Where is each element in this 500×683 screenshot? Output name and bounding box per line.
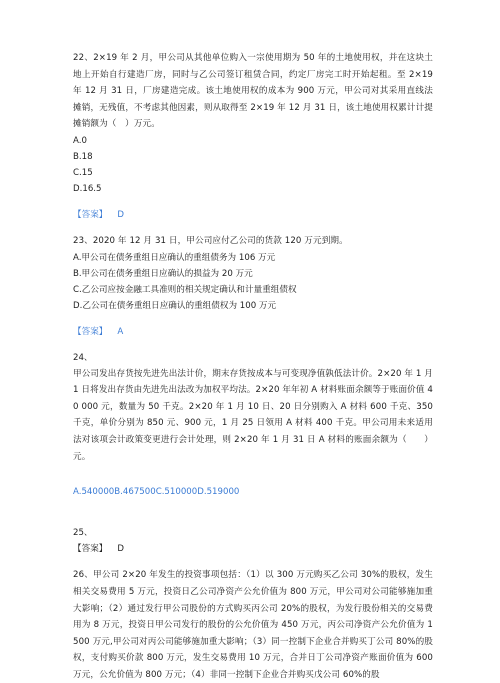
question-22-stem: 22、2×19 年 2 月，甲公司从其他单位购入一宗使用期为 50 年的土地使用权，并在这块土地上开始自行建造厂房，同时与乙公司签订租赁合同，约定厂房完工时开始起租。至 2×19 年 12 月 31 日，厂房建造完成。该土地使用权的成本为 900 万元，甲公司对其采用直线法摊销，无残值，不考虑其他因素，则从取得至 2×19 年 12 月 31 日，该土地使用权累计计提摊销额为（ ）万元。: [73, 53, 433, 130]
question-24-stem: 甲公司发出存货按先进先出法计价，期末存货按成本与可变现净值孰低法计价。2×20 年 1 月 1 日将发出存货由先进先出法改为加权平均法。2×20 年年初 A 材料账面余额等于账面价值 40 000 元，数量为 50 千克。2×20 年 1 月 10 日、20 日分别购入 A 材料 600 千克、350 千克，单价分别为 850 元、900 元，1 月 25 日领用 A 材料 400 千克。甲公司用未来适用法对该项会计政策变更进行会计处理，则 2×20 年 1 月 31 日 A 材料的账面余额为（ ）元。: [73, 368, 433, 462]
answer-value: D: [117, 544, 125, 555]
option-a: A.0: [73, 135, 87, 146]
option-c: C.乙公司应按金融工具准则的相关规定确认和计量重组债权: [73, 284, 297, 295]
question-22-answer: [73, 207, 433, 223]
question-23-answer: [73, 324, 433, 340]
option-d: D.乙公司在债务重组日应确认的重组债权为 100 万元: [73, 300, 277, 311]
question-24-number: 24、: [73, 352, 93, 363]
answer-label: 【答案】: [73, 209, 108, 220]
question-24-options: A.540000B.467500C.510000D.519000: [73, 486, 240, 497]
answer-value: A: [117, 326, 124, 337]
question-23-stem: 23、2020 年 12 月 31 日，甲公司应付乙公司的货款 120 万元到期。: [73, 235, 348, 246]
question-content: [73, 50, 433, 683]
question-25-answer: [73, 541, 433, 557]
question-25-number: 25、: [73, 528, 93, 539]
question-23-options: [73, 250, 433, 314]
option-b: B.甲公司在债务重组日应确认的损益为 20 万元: [73, 268, 253, 279]
answer-label: 【答案】: [73, 544, 108, 555]
question-26-stem: 26、甲公司 2×20 年发生的投资事项包括：（1）以 300 万元购买乙公司 30%的股权，发生相关交易费用 5 万元，投资日乙公司净资产公允价值为 800 万元，甲公司对公司能够施加重大影响；（2）通过发行甲公司股份的方式购买丙公司 20%的股权，为发行股份相关的交易费用为 8 万元，投资日甲公司发行的股份的公允价值为 450 万元，丙公司净资产公允价值为 1500 万元,甲公司对丙公司能够施加重大影响；（3）同一控制下企业合并购买丁公司 80%的股权，支付购买价款 800 万元，发生交易费用 10 万元，合并日丁公司净资产账面价值为 600 万元，公允价值为 800 万元；（4）非同一控制下企业合并购买戊公司 60%的股: [73, 570, 433, 680]
answer-label: 【答案】: [73, 326, 108, 337]
question-22-options: [73, 133, 433, 197]
option-c: C.15: [73, 167, 93, 178]
option-a: A.甲公司在债务重组日应确认的重组债务为 106 万元: [73, 252, 276, 263]
option-b: B.18: [73, 151, 93, 162]
answer-value: D: [117, 209, 125, 220]
option-d: D.16.5: [73, 183, 102, 194]
